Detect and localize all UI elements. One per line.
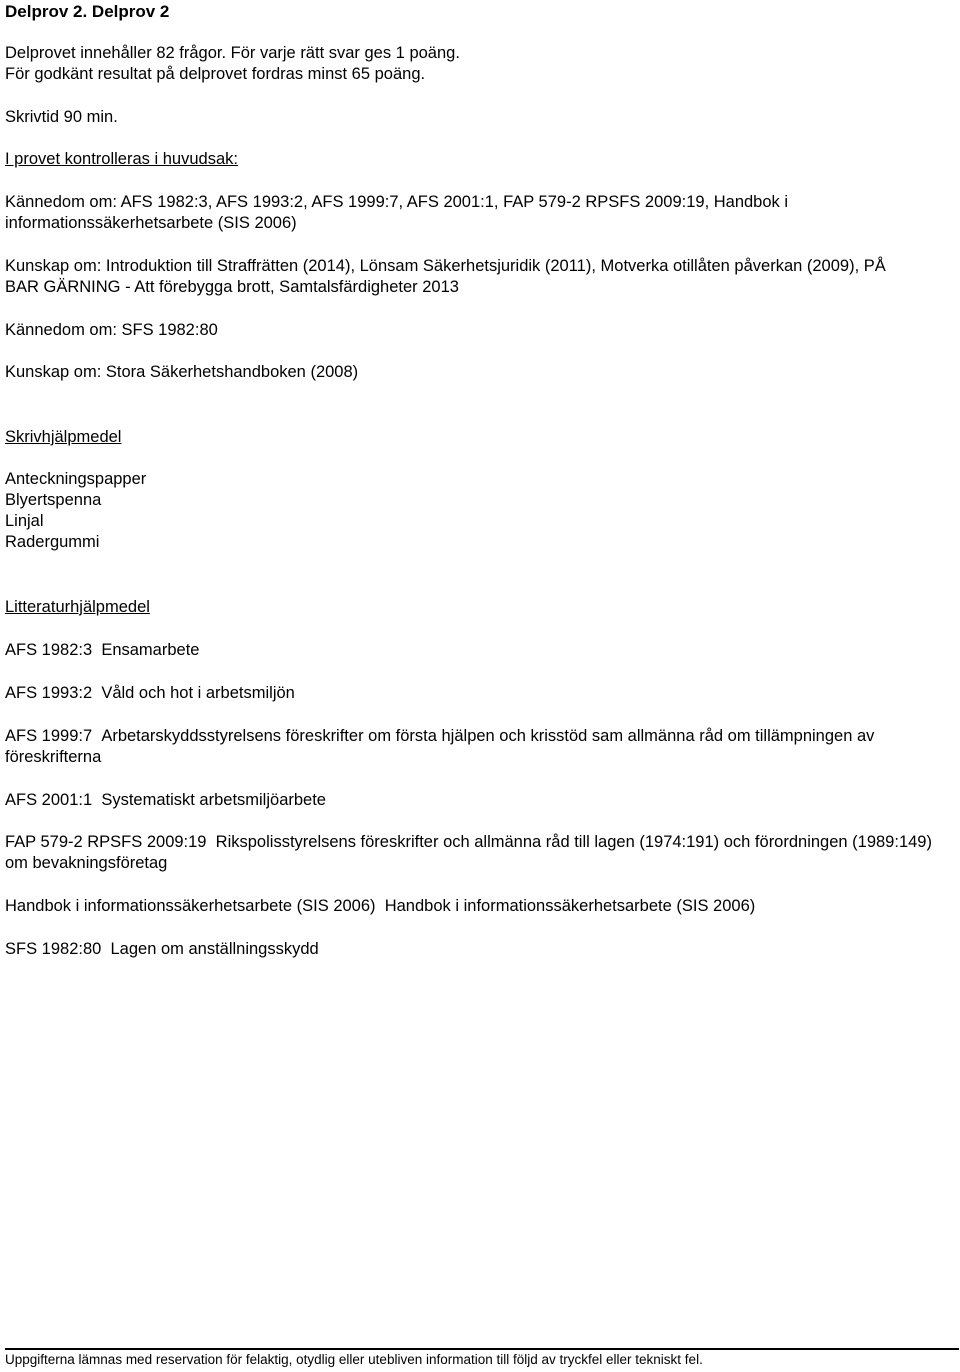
literature-item bbox=[5, 896, 955, 917]
scope-heading: I provet kontrolleras i huvudsak: bbox=[5, 150, 238, 168]
literature-code: FAP 579-2 RPSFS 2009:19 bbox=[5, 833, 207, 851]
list-item: Radergummi bbox=[5, 533, 100, 551]
literature-text: Ensamarbete bbox=[101, 641, 200, 659]
scope-skill-1: Kunskap om: Introduktion till Straffrätten (2014), Lönsam Säkerhetsjuridik (2011), Motverka otillåten påverkan (2009), PÅ BAR GÄRNING - Att förebygga brott, Samtalsfärdigheter 2013 bbox=[5, 257, 886, 296]
literature-text: Handbok i informationssäkerhetsarbete (SIS 2006) bbox=[384, 897, 756, 915]
list-item: Blyertspenna bbox=[5, 491, 102, 509]
literature-code: SFS 1982:80 bbox=[5, 940, 102, 958]
page-title: Delprov 2. Delprov 2 bbox=[5, 2, 170, 21]
footer-disclaimer: Uppgifterna lämnas med reservation för felaktig, otydlig eller utebliven information till följd av tryckfel eller tekniskt fel. bbox=[5, 1348, 959, 1370]
intro-line-passing: För godkänt resultat på delprovet fordras minst 65 poäng. bbox=[5, 65, 426, 83]
literature-text: Arbetarskyddsstyrelsens föreskrifter om första hjälpen och krisstöd sam allmänna råd om tillämpningen av föreskrifterna bbox=[5, 727, 875, 766]
literature-item bbox=[5, 683, 955, 704]
intro-time: Skrivtid 90 min. bbox=[5, 108, 118, 126]
literature-text: Rikspolisstyrelsens föreskrifter och allmänna råd till lagen (1974:191) och förordningen (1989:149) om bevakningsföretag bbox=[5, 833, 932, 872]
writing-aids-heading: Skrivhjälpmedel bbox=[5, 428, 122, 446]
literature-code: AFS 2001:1 bbox=[5, 791, 93, 809]
literature-item bbox=[5, 790, 955, 811]
literature-aids-heading: Litteraturhjälpmedel bbox=[5, 598, 150, 616]
literature-code: AFS 1982:3 bbox=[5, 641, 93, 659]
scope-knowledge-2: Kännedom om: SFS 1982:80 bbox=[5, 321, 218, 339]
literature-code: AFS 1993:2 bbox=[5, 684, 93, 702]
scope-knowledge-1: Kännedom om: AFS 1982:3, AFS 1993:2, AFS 1999:7, AFS 2001:1, FAP 579-2 RPSFS 2009:19, Handbok i informationssäkerhetsarbete (SIS 2006) bbox=[5, 193, 789, 232]
literature-text: Lagen om anställningsskydd bbox=[110, 940, 319, 958]
list-item: Linjal bbox=[5, 512, 44, 530]
literature-item bbox=[5, 939, 955, 960]
literature-code: Handbok i informationssäkerhetsarbete (SIS 2006) bbox=[5, 897, 376, 915]
literature-text: Våld och hot i arbetsmiljön bbox=[101, 684, 295, 702]
literature-item bbox=[5, 640, 955, 661]
writing-aids-list bbox=[5, 469, 146, 553]
intro-line-questions: Delprovet innehåller 82 frågor. För varje rätt svar ges 1 poäng. bbox=[5, 44, 460, 62]
literature-item bbox=[5, 832, 957, 874]
literature-code: AFS 1999:7 bbox=[5, 727, 93, 745]
list-item: Anteckningspapper bbox=[5, 470, 147, 488]
scope-skill-2: Kunskap om: Stora Säkerhetshandboken (2008) bbox=[5, 363, 359, 381]
literature-item bbox=[5, 726, 957, 768]
literature-text: Systematiskt arbetsmiljöarbete bbox=[101, 791, 326, 809]
